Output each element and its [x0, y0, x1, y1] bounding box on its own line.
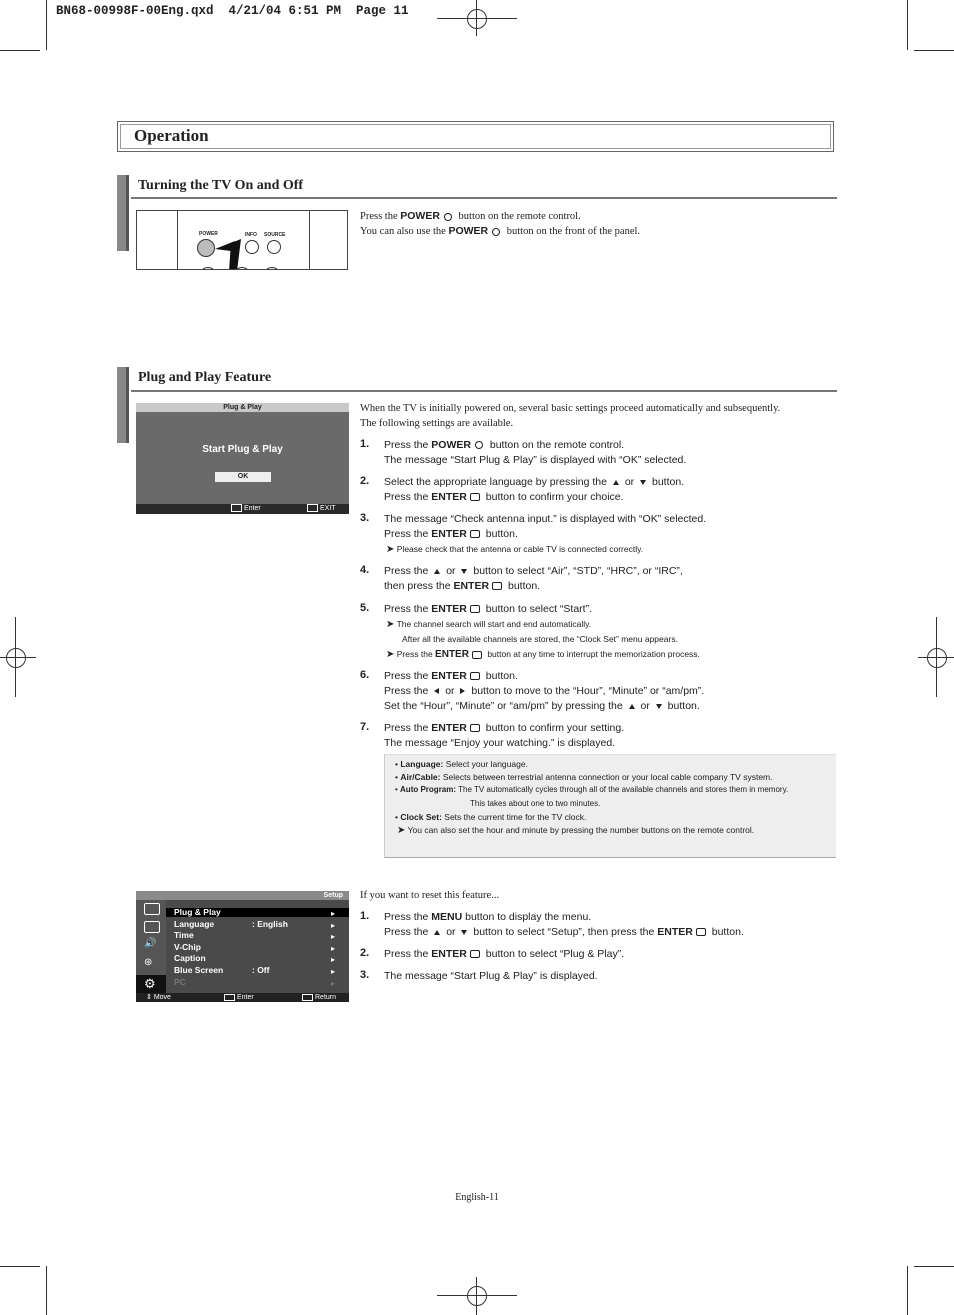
step-7-line-2: The message “Enjoy your watching.” is displayed. — [384, 737, 616, 749]
step-5-note-2: After all the available channels are stored, the “Clock Set” menu appears. — [402, 634, 678, 644]
right-arrow-icon — [460, 688, 465, 694]
page-footer: English-11 — [455, 1192, 499, 1203]
file-slug: BN68-00998F-00Eng.qxd 4/21/04 6:51 PM Page 11 — [56, 4, 409, 18]
registration-line — [437, 1295, 517, 1296]
step-2-line-2: Press the ENTER button to confirm your choice. — [384, 491, 624, 503]
enter-icon — [470, 493, 480, 501]
section-title: Operation — [134, 126, 209, 145]
setup-menu-screen — [136, 891, 349, 1002]
crop-mark — [914, 1266, 954, 1267]
down-arrow-icon — [656, 704, 662, 709]
step-3-note: ➤ Please check that the antenna or cable TV is connected correctly. — [386, 544, 644, 555]
enter-icon — [492, 582, 502, 590]
enter-icon — [470, 724, 480, 732]
power-icon — [475, 441, 483, 449]
menu-item-pc[interactable]: PC — [174, 976, 186, 987]
menu-item-plug-and-play[interactable]: Plug & Play — [174, 907, 221, 917]
registration-mark — [927, 648, 947, 668]
step-number: 3. — [360, 512, 370, 524]
exit-hint: EXIT — [307, 504, 336, 514]
info-language: • Language: Select your language. — [395, 759, 528, 769]
subsection-bar — [117, 175, 129, 251]
up-arrow-icon — [434, 930, 440, 935]
source-button-icon — [267, 240, 281, 254]
enter-hint: Enter — [224, 993, 254, 1002]
registration-line — [15, 617, 16, 697]
sound-icon[interactable]: 🔊 — [144, 938, 157, 949]
step-number: 2. — [360, 475, 370, 487]
note-arrow-icon: ➤ — [386, 649, 395, 660]
down-arrow-icon — [461, 930, 467, 935]
step-7-line-1: Press the ENTER button to confirm your setting. — [384, 722, 625, 734]
step-number: 6. — [360, 669, 370, 681]
menu-header: Setup — [323, 892, 343, 899]
registration-line — [437, 18, 517, 19]
step-5-note-1: ➤ The channel search will start and end automatically. — [386, 619, 592, 630]
note-arrow-icon: ➤ — [397, 825, 406, 836]
info-auto-program: • Auto Program: The TV automatically cycles through all of the available channels and stores them in memory. — [395, 785, 789, 794]
down-arrow-icon — [461, 569, 467, 574]
registration-mark — [467, 1286, 487, 1306]
info-clock-set: • Clock Set: Sets the current time for the TV clock. — [395, 812, 587, 822]
enter-icon — [470, 605, 480, 613]
step-number: 5. — [360, 602, 370, 614]
up-arrow-icon — [613, 480, 619, 485]
subsection-rule — [131, 390, 837, 392]
step-5-line-1: Press the ENTER button to select “Start”. — [384, 603, 593, 615]
antenna-icon[interactable]: ⊛ — [144, 957, 153, 968]
power-label: POWER — [199, 231, 218, 237]
reset-step-2: Press the ENTER button to select “Plug & Play”. — [384, 948, 625, 960]
enter-icon — [470, 530, 480, 538]
menu-list — [174, 907, 288, 988]
power-icon — [492, 228, 500, 236]
remote-illustration — [136, 210, 348, 270]
crop-mark — [907, 1266, 908, 1315]
step-number: 4. — [360, 564, 370, 576]
enter-icon — [470, 672, 480, 680]
menu-item-time[interactable]: Time — [174, 930, 194, 941]
channel-icon[interactable] — [144, 921, 160, 933]
power-text-1: Press the POWER button on the remote control. — [360, 210, 581, 222]
reset-intro: If you want to reset this feature... — [360, 890, 500, 901]
reset-step-1-line-2: Press the or button to select “Setup”, then press the ENTER button. — [384, 926, 744, 938]
registration-line — [0, 657, 36, 658]
step-number: 7. — [360, 721, 370, 733]
enter-hint: Enter — [231, 504, 261, 514]
step-1-line-1: Press the POWER button on the remote control. — [384, 439, 625, 451]
step-2-line-1: Select the appropriate language by pressing the or button. — [384, 476, 685, 488]
left-arrow-icon — [434, 688, 439, 694]
crop-mark — [0, 1266, 40, 1267]
menu-item-caption[interactable]: Caption — [174, 953, 206, 964]
step-number: 2. — [360, 947, 370, 959]
up-arrow-icon — [629, 704, 635, 709]
step-number: 1. — [360, 910, 370, 922]
picture-icon[interactable] — [144, 903, 160, 915]
crop-mark — [914, 50, 954, 51]
reset-step-1-line-1: Press the MENU button to display the menu. — [384, 911, 592, 923]
pointer-arrow-icon — [215, 239, 243, 270]
move-hint: ⇕ Move — [146, 994, 171, 1001]
section-header-box — [117, 121, 834, 152]
enter-icon — [696, 928, 706, 936]
crop-mark — [0, 50, 40, 51]
crop-mark — [46, 0, 47, 50]
crop-mark — [907, 0, 908, 50]
step-1-line-2: The message “Start Plug & Play” is displayed with “OK” selected. — [384, 454, 687, 466]
step-3-line-1: The message “Check antenna input.” is displayed with “OK” selected. — [384, 513, 707, 525]
info-note: ➤ You can also set the hour and minute by pressing the number buttons on the remote control. — [397, 825, 755, 836]
plug-and-play-screen — [136, 403, 349, 514]
settings-info-box — [384, 754, 836, 858]
intro-line-1: When the TV is initially powered on, several basic settings proceed automatically and subsequently. — [360, 403, 781, 414]
info-button-icon — [245, 240, 259, 254]
note-arrow-icon: ➤ — [386, 544, 395, 555]
crop-mark — [46, 1266, 47, 1315]
menu-item-blue-screen[interactable]: Blue Screen : Off — [174, 964, 270, 975]
setup-gear-icon[interactable]: ⚙ — [144, 976, 156, 991]
subsection-bar — [117, 367, 129, 443]
step-6-line-2: Press the or button to move to the “Hour”, “Minute” or “am/pm”. — [384, 685, 705, 697]
intro-line-2: The following settings are available. — [360, 418, 514, 429]
subsection-title: Plug and Play Feature — [138, 370, 272, 385]
screen-message: Start Plug & Play — [202, 444, 283, 455]
step-4-line-2: then press the ENTER button. — [384, 580, 541, 592]
screen-footer — [136, 504, 349, 514]
step-6-line-3: Set the “Hour”, “Minute” or “am/pm” by pressing the or button. — [384, 700, 700, 712]
power-icon — [444, 213, 452, 221]
note-arrow-icon: ➤ — [386, 619, 395, 630]
step-3-line-2: Press the ENTER button. — [384, 528, 518, 540]
power-button-icon — [197, 239, 215, 257]
step-4-line-1: Press the or button to select “Air”, “STD”, “HRC”, or “IRC”, — [384, 565, 683, 577]
step-number: 3. — [360, 969, 370, 981]
power-text-2: You can also use the POWER button on the front of the panel. — [360, 225, 641, 237]
menu-item-v-chip[interactable]: V-Chip — [174, 941, 201, 952]
source-label: SOURCE — [264, 232, 286, 238]
menu-item-language[interactable]: Language : English — [174, 918, 288, 929]
menu-footer — [136, 993, 349, 1002]
move-icon: ⇕ — [146, 994, 154, 1001]
return-hint: Return — [302, 993, 336, 1002]
enter-icon — [472, 651, 482, 659]
info-air-cable: • Air/Cable: Selects between terrestrial antenna connection or your local cable company TV system. — [395, 772, 773, 782]
info-auto-program-2: This takes about one to two minutes. — [470, 799, 601, 808]
subsection-title: Turning the TV On and Off — [138, 178, 304, 193]
down-arrow-icon — [640, 480, 646, 485]
registration-line — [476, 1277, 477, 1315]
enter-icon — [470, 950, 480, 958]
registration-mark — [6, 648, 26, 668]
step-5-note-3: ➤ Press the ENTER button at any time to interrupt the memorization process. — [386, 649, 700, 660]
step-number: 1. — [360, 438, 370, 450]
ok-button[interactable]: OK — [215, 472, 271, 482]
screen-header: Plug & Play — [136, 403, 349, 412]
info-label: INFO — [245, 232, 257, 238]
step-6-line-1: Press the ENTER button. — [384, 670, 518, 682]
submenu-arrows: ▸ ▸ ▸ ▸ ▸ ▸ ▸ — [331, 909, 336, 988]
reset-step-3: The message “Start Plug & Play” is displayed. — [384, 970, 598, 982]
registration-line — [936, 617, 937, 697]
registration-line — [476, 0, 477, 36]
up-arrow-icon — [434, 569, 440, 574]
subsection-rule — [131, 197, 837, 199]
registration-mark — [467, 9, 487, 29]
